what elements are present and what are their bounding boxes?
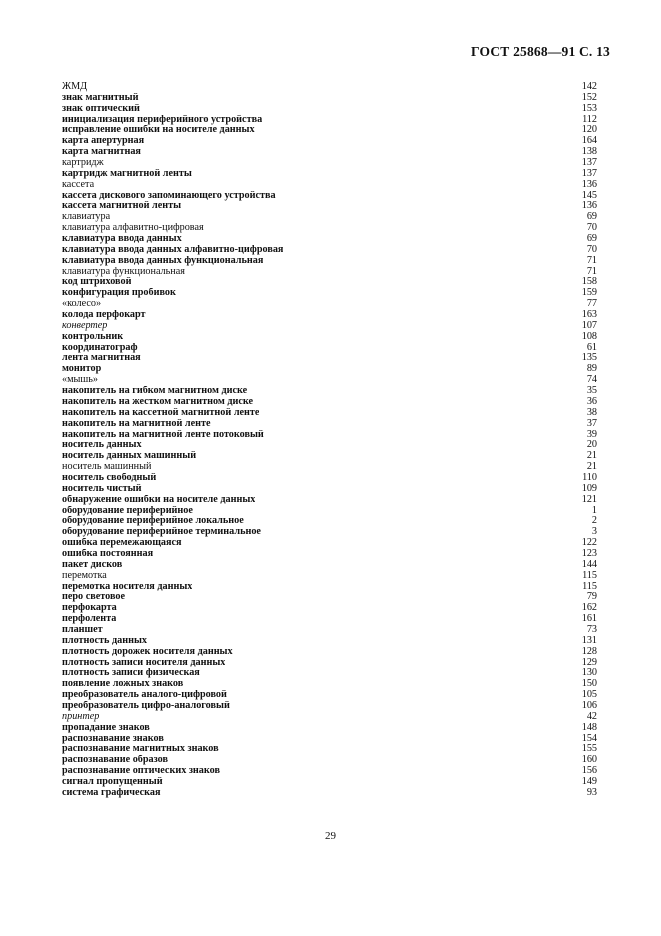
index-page-ref: 154 [581, 732, 597, 744]
index-page-ref: 130 [581, 667, 597, 679]
index-term: колода перфокарт [62, 310, 146, 321]
index-entry [62, 245, 597, 256]
index-term: инициализация периферийного устройства [62, 114, 263, 125]
index-entry [62, 516, 597, 527]
index-page-ref: 71 [586, 265, 597, 277]
index-term: ошибка постоянная [62, 548, 154, 559]
index-entry [62, 299, 597, 310]
index-entry [62, 408, 597, 419]
index-entry [62, 723, 597, 734]
index-page-ref: 69 [586, 211, 597, 223]
index-entry [62, 419, 597, 430]
index-page-ref: 123 [581, 547, 597, 559]
index-term: перо световое [62, 592, 125, 603]
index-entry [62, 701, 597, 712]
index-term: носитель данных машинный [62, 451, 197, 462]
index-entry [62, 690, 597, 701]
index-entry [62, 440, 597, 451]
index-entry [62, 201, 597, 212]
index-term: перфолента [62, 614, 117, 625]
index-term: плотность записи носителя данных [62, 657, 226, 668]
index-entry [62, 125, 597, 136]
index-page-ref: 138 [581, 146, 597, 158]
index-term: планшет [62, 624, 103, 635]
index-entry [62, 473, 597, 484]
index-term: картридж [62, 158, 104, 169]
index-page-ref: 155 [581, 743, 597, 755]
index-term: оборудование периферийное терминальное [62, 527, 261, 538]
index-page-ref: 77 [586, 298, 597, 310]
index-page-ref: 152 [581, 91, 597, 103]
index-term: клавиатура ввода данных [62, 234, 182, 245]
index-term: распознавание знаков [62, 733, 164, 744]
index-page-ref: 70 [586, 243, 597, 255]
index-page-ref: 37 [586, 417, 597, 429]
index-entry [62, 603, 597, 614]
index-entry [62, 321, 597, 332]
index-entry [62, 288, 597, 299]
index-page-ref: 137 [581, 157, 597, 169]
index-term: накопитель на магнитной ленте [62, 418, 211, 429]
index-entry [62, 755, 597, 766]
index-page-ref: 131 [581, 634, 597, 646]
index-term: карта магнитная [62, 147, 141, 158]
index-term: исправление ошибки на носителе данных [62, 125, 255, 136]
index-page-ref: 115 [582, 580, 597, 592]
index-term: распознавание магнитных знаков [62, 744, 219, 755]
index-term: конфигурация пробивок [62, 288, 176, 299]
index-term: распознавание оптических знаков [62, 766, 220, 777]
index-entry [62, 777, 597, 788]
index-term: преобразователь цифро-аналоговый [62, 700, 230, 711]
page-number: 29 [325, 830, 336, 842]
index-entry [62, 679, 597, 690]
index-entry [62, 343, 597, 354]
index-entry [62, 582, 597, 593]
index-page-ref: 69 [586, 233, 597, 245]
index-page-ref: 144 [581, 558, 597, 570]
index-page-ref: 145 [581, 189, 597, 201]
index-page-ref: 3 [591, 526, 597, 538]
index-term: накопитель на жестком магнитном диске [62, 396, 254, 407]
index-page-ref: 74 [586, 374, 597, 386]
index-term: перемотка носителя данных [62, 581, 193, 592]
index-term: накопитель на гибком магнитном диске [62, 386, 248, 397]
index-term: кассета [62, 179, 95, 190]
index-page-ref: 142 [581, 81, 597, 92]
index-page-ref: 2 [591, 515, 597, 527]
index-page-ref: 163 [581, 309, 597, 321]
index-term: клавиатура функциональная [62, 266, 185, 277]
index-term: оборудование периферийное локальное [62, 516, 244, 527]
index-entry [62, 571, 597, 582]
index-page-ref: 121 [581, 493, 597, 505]
index-page-ref: 161 [581, 613, 597, 625]
index-page-ref: 93 [586, 786, 597, 798]
index-page-ref: 164 [581, 135, 597, 147]
index-page-ref: 42 [586, 710, 597, 722]
index-page-ref: 149 [581, 776, 597, 787]
index-entry [62, 353, 597, 364]
index-entry [62, 549, 597, 560]
index-term: «колесо» [62, 299, 102, 310]
index-term: носитель свободный [62, 472, 157, 483]
index-term: картридж магнитной ленты [62, 168, 192, 179]
index-entry [62, 506, 597, 517]
index-page-ref: 36 [586, 395, 597, 407]
index-term: лента магнитная [62, 353, 141, 364]
index-entry [62, 234, 597, 245]
index-term: кассета дискового запоминающего устройства [62, 190, 276, 201]
index-entry [62, 712, 597, 723]
index-page-ref: 136 [581, 200, 597, 212]
index-term: носитель данных [62, 440, 142, 451]
index-term: распознавание образов [62, 755, 169, 766]
index-page-ref: 38 [586, 406, 597, 418]
index-page-ref: 159 [581, 287, 597, 299]
index-entry [62, 625, 597, 636]
index-term: клавиатура [62, 212, 111, 223]
index-entry [62, 734, 597, 745]
index-entry [62, 766, 597, 777]
index-entry [62, 451, 597, 462]
index-term: система графическая [62, 787, 161, 798]
index-page-ref: 109 [581, 482, 597, 494]
index-page-ref: 128 [581, 645, 597, 657]
index-page-ref: 21 [586, 461, 597, 473]
index-entry [62, 82, 597, 93]
index-term: монитор [62, 364, 102, 375]
index-entry [62, 136, 597, 147]
index-page-ref: 120 [581, 124, 597, 136]
index-entry [62, 527, 597, 538]
index-entry [62, 636, 597, 647]
index-term: карта апертурная [62, 136, 145, 147]
index-entry [62, 538, 597, 549]
index-term: преобразователь аналого-цифровой [62, 690, 227, 701]
index-page-ref: 107 [581, 319, 597, 331]
index-page-ref: 108 [581, 330, 597, 342]
index-term: пропадание знаков [62, 722, 150, 733]
index-page-ref: 112 [582, 113, 597, 125]
index-page-ref: 79 [586, 591, 597, 603]
index-entry [62, 430, 597, 441]
index-page-ref: 156 [581, 765, 597, 777]
index-entry [62, 256, 597, 267]
index-entry [62, 277, 597, 288]
index-page-ref: 148 [581, 721, 597, 733]
index-entry [62, 147, 597, 158]
index-term: клавиатура алфавитно-цифровая [62, 223, 204, 234]
index-term: плотность записи физическая [62, 668, 200, 679]
term-index-list [62, 82, 597, 799]
index-entry [62, 158, 597, 169]
index-entry [62, 495, 597, 506]
index-page-ref: 20 [586, 439, 597, 451]
index-entry [62, 614, 597, 625]
index-entry [62, 223, 597, 234]
index-entry [62, 267, 597, 278]
index-page-ref: 150 [581, 678, 597, 690]
index-entry [62, 169, 597, 180]
index-entry [62, 104, 597, 115]
index-entry [62, 386, 597, 397]
index-term: знак оптический [62, 103, 140, 114]
index-entry [62, 397, 597, 408]
index-term: ошибка перемежающаяся [62, 538, 182, 549]
index-term: появление ложных знаков [62, 679, 184, 690]
index-page-ref: 39 [586, 428, 597, 440]
index-term: перфокарта [62, 603, 117, 614]
index-page-ref: 21 [586, 450, 597, 462]
index-page-ref: 129 [581, 656, 597, 668]
index-page-ref: 73 [586, 623, 597, 635]
index-entry [62, 375, 597, 386]
index-page-ref: 1 [591, 504, 597, 516]
index-term: обнаружение ошибки на носителе данных [62, 494, 256, 505]
index-term: накопитель на магнитной ленте потоковый [62, 429, 264, 440]
index-entry [62, 744, 597, 755]
index-entry [62, 191, 597, 202]
index-page-ref: 137 [581, 167, 597, 179]
index-entry [62, 647, 597, 658]
index-entry [62, 560, 597, 571]
index-term: клавиатура ввода данных функциональная [62, 255, 264, 266]
index-term: знак магнитный [62, 92, 139, 103]
index-page-ref: 136 [581, 178, 597, 190]
index-entry [62, 658, 597, 669]
index-term: оборудование периферийное [62, 505, 193, 516]
index-entry [62, 484, 597, 495]
index-term: «мышь» [62, 375, 98, 386]
index-entry [62, 788, 597, 799]
index-page-ref: 61 [586, 341, 597, 353]
index-page-ref: 122 [581, 537, 597, 549]
index-term: конвертер [62, 320, 108, 331]
index-term: координатограф [62, 342, 138, 353]
index-entry [62, 592, 597, 603]
index-entry [62, 212, 597, 223]
index-entry [62, 115, 597, 126]
index-term: носитель машинный [62, 462, 152, 473]
index-term: клавиатура ввода данных алфавитно-цифровая [62, 244, 284, 255]
index-entry [62, 332, 597, 343]
index-page-ref: 158 [581, 276, 597, 288]
index-term: пакет дисков [62, 559, 123, 570]
index-term: ЖМД [62, 82, 88, 92]
index-page-ref: 160 [581, 754, 597, 766]
index-term: сигнал пропущенный [62, 777, 163, 787]
index-term: носитель чистый [62, 483, 142, 494]
index-page-ref: 135 [581, 352, 597, 364]
index-term: код штриховой [62, 277, 132, 288]
index-page-ref: 162 [581, 602, 597, 614]
index-page-ref: 115 [582, 569, 597, 581]
index-entry [62, 93, 597, 104]
index-page-ref: 35 [586, 385, 597, 397]
index-entry [62, 364, 597, 375]
index-page-ref: 110 [582, 471, 597, 483]
index-page-ref: 70 [586, 222, 597, 234]
index-term: плотность данных [62, 635, 148, 646]
index-term: принтер [62, 711, 100, 722]
index-entry [62, 668, 597, 679]
index-term: кассета магнитной ленты [62, 201, 182, 212]
index-page-ref: 71 [586, 254, 597, 266]
index-entry [62, 310, 597, 321]
index-entry [62, 180, 597, 191]
index-term: перемотка [62, 570, 107, 581]
index-page-ref: 153 [581, 102, 597, 114]
index-entry [62, 462, 597, 473]
index-page-ref: 105 [581, 689, 597, 701]
page-header: ГОСТ 25868—91 С. 13 [471, 44, 610, 59]
index-term: плотность дорожек носителя данных [62, 646, 233, 657]
index-page-ref: 89 [586, 363, 597, 375]
index-term: накопитель на кассетной магнитной ленте [62, 407, 260, 418]
index-term: контрольник [62, 331, 124, 342]
index-page-ref: 106 [581, 699, 597, 711]
